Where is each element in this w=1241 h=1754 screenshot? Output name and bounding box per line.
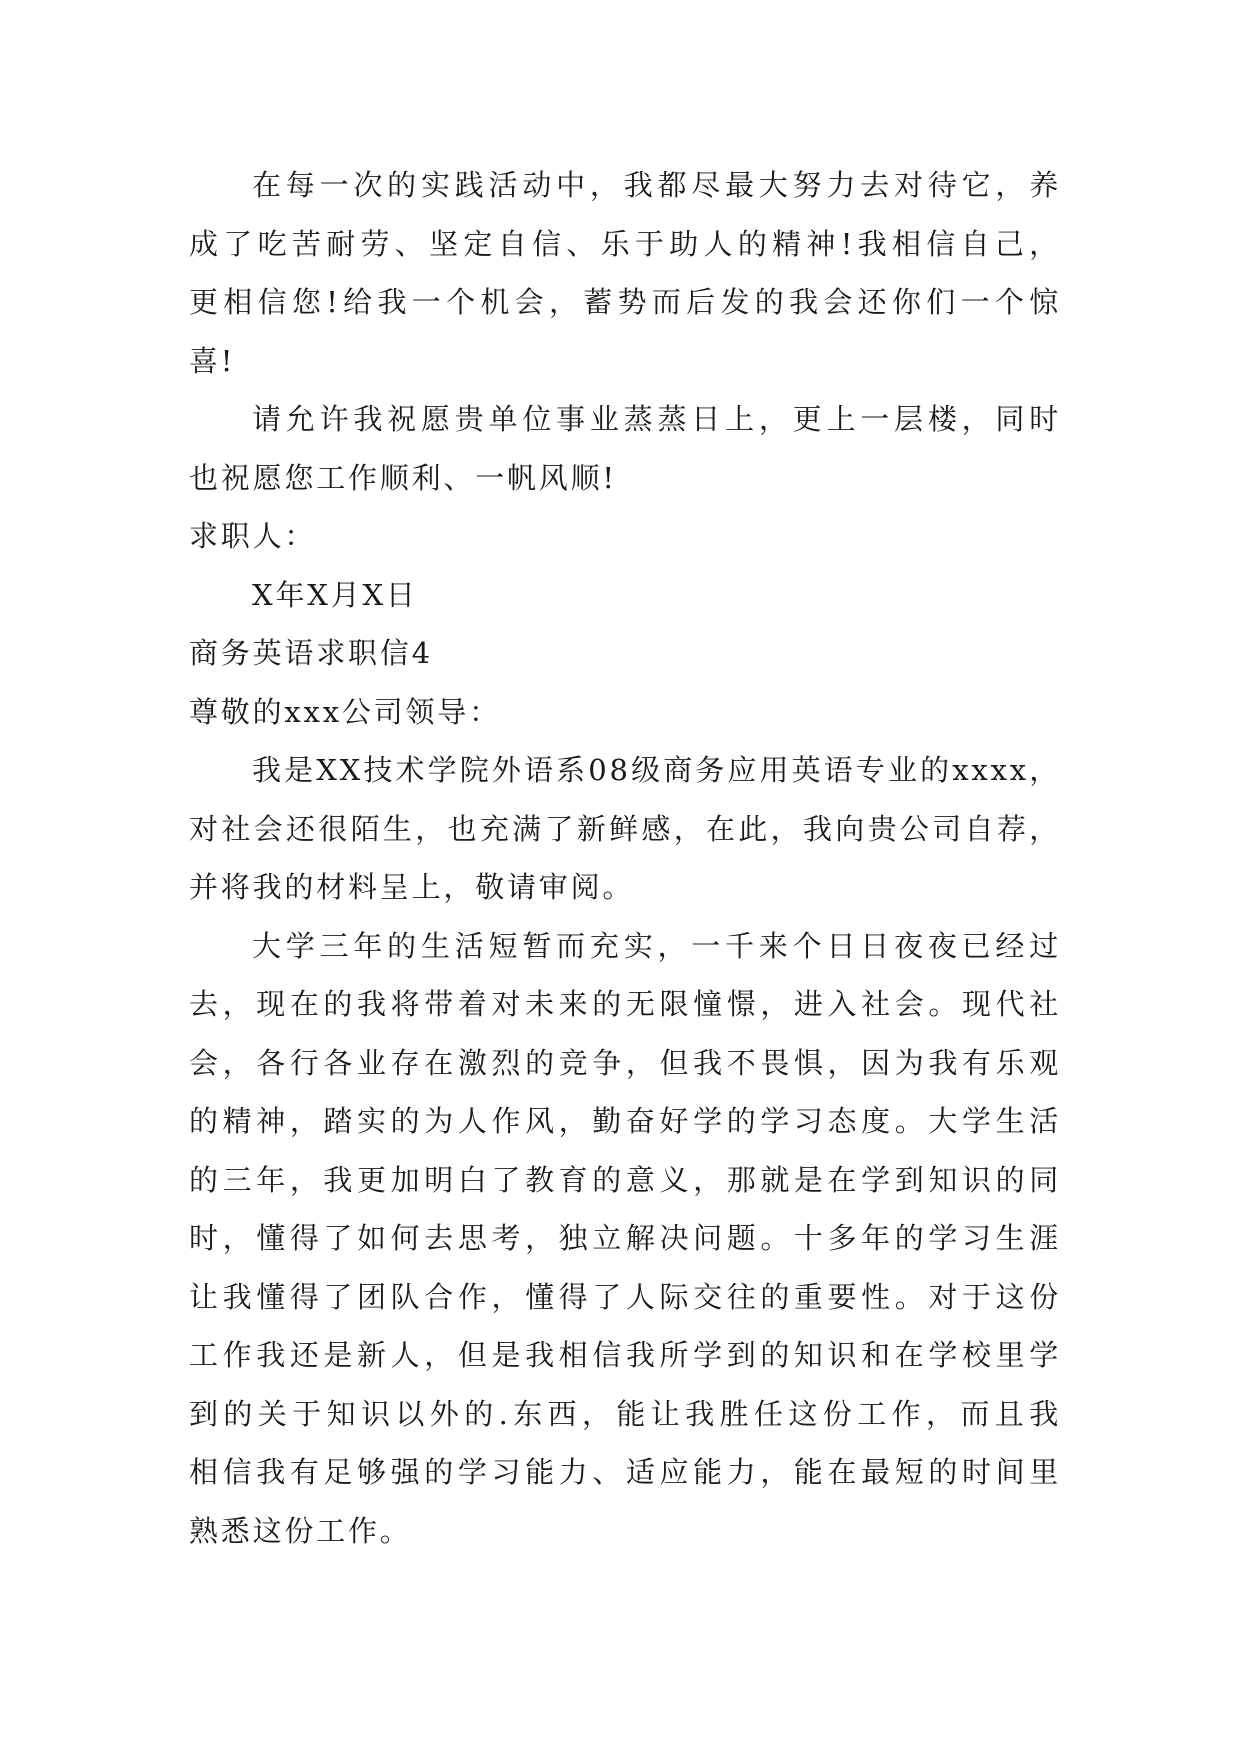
- paragraph-line: 的精神，踏实的为人作风，勤奋好学的学习态度。大学生活: [189, 1104, 1061, 1138]
- paragraph-line: 到的关于知识以外的.东西，能让我胜任这份工作，而且我: [189, 1396, 1061, 1431]
- paragraph-1: [189, 156, 1061, 390]
- paragraph-line: 时，懂得了如何去思考，独立解决问题。十多年的学习生涯: [189, 1221, 1061, 1255]
- paragraph-line: 相信我有足够强的学习能力、适应能力，能在最短的时间里: [189, 1455, 1061, 1489]
- paragraph-line: 在每一次的实践活动中，我都尽最大努力去对待它，养: [252, 168, 1061, 202]
- paragraph-line: 去，现在的我将带着对未来的无限憧憬，进入社会。现代社: [189, 987, 1061, 1021]
- section-title: 商务英语求职信4: [189, 636, 433, 670]
- paragraph-line: 工作我还是新人，但是我相信我所学到的知识和在学校里学: [189, 1338, 1061, 1372]
- paragraph-line: 熟悉这份工作。: [189, 1513, 412, 1548]
- paragraph-line: 我是XX技术学院外语系08级商务应用英语专业的xxxx，: [252, 753, 1061, 787]
- salutation: 尊敬的xxx公司领导：: [189, 694, 501, 729]
- paragraph-line: 喜!: [189, 343, 236, 378]
- paragraph-line: 成了吃苦耐劳、坚定自信、乐于助人的精神!我相信自己，: [189, 226, 1061, 261]
- date-line: X年X月X日: [252, 577, 418, 612]
- paragraph-line: 也祝愿您工作顺利、一帆风顺!: [189, 460, 617, 495]
- paragraph-line: 请允许我祝愿贵单位事业蒸蒸日上，更上一层楼，同时: [252, 402, 1061, 436]
- paragraph-line: 更相信您!给我一个机会，蓄势而后发的我会还你们一个惊: [189, 285, 1061, 319]
- paragraph-line: 让我懂得了团队合作，懂得了人际交往的重要性。对于这份: [189, 1279, 1061, 1314]
- paragraph-line: 并将我的材料呈上，敬请审阅。: [189, 870, 635, 904]
- signature-label: 求职人：: [189, 519, 317, 553]
- paragraph-4: [189, 917, 1061, 1561]
- paragraph-3: [189, 741, 1061, 917]
- document-body: [189, 156, 1061, 1560]
- paragraph-2: [189, 390, 1061, 507]
- paragraph-line: 会，各行各业存在激烈的竞争，但我不畏惧，因为我有乐观: [189, 1045, 1061, 1080]
- paragraph-line: 对社会还很陌生，也充满了新鲜感，在此，我向贵公司自荐，: [189, 811, 1061, 846]
- paragraph-line: 大学三年的生活短暂而充实，一千来个日日夜夜已经过: [252, 928, 1061, 963]
- paragraph-line: 的三年，我更加明白了教育的意义，那就是在学到知识的同: [189, 1162, 1061, 1197]
